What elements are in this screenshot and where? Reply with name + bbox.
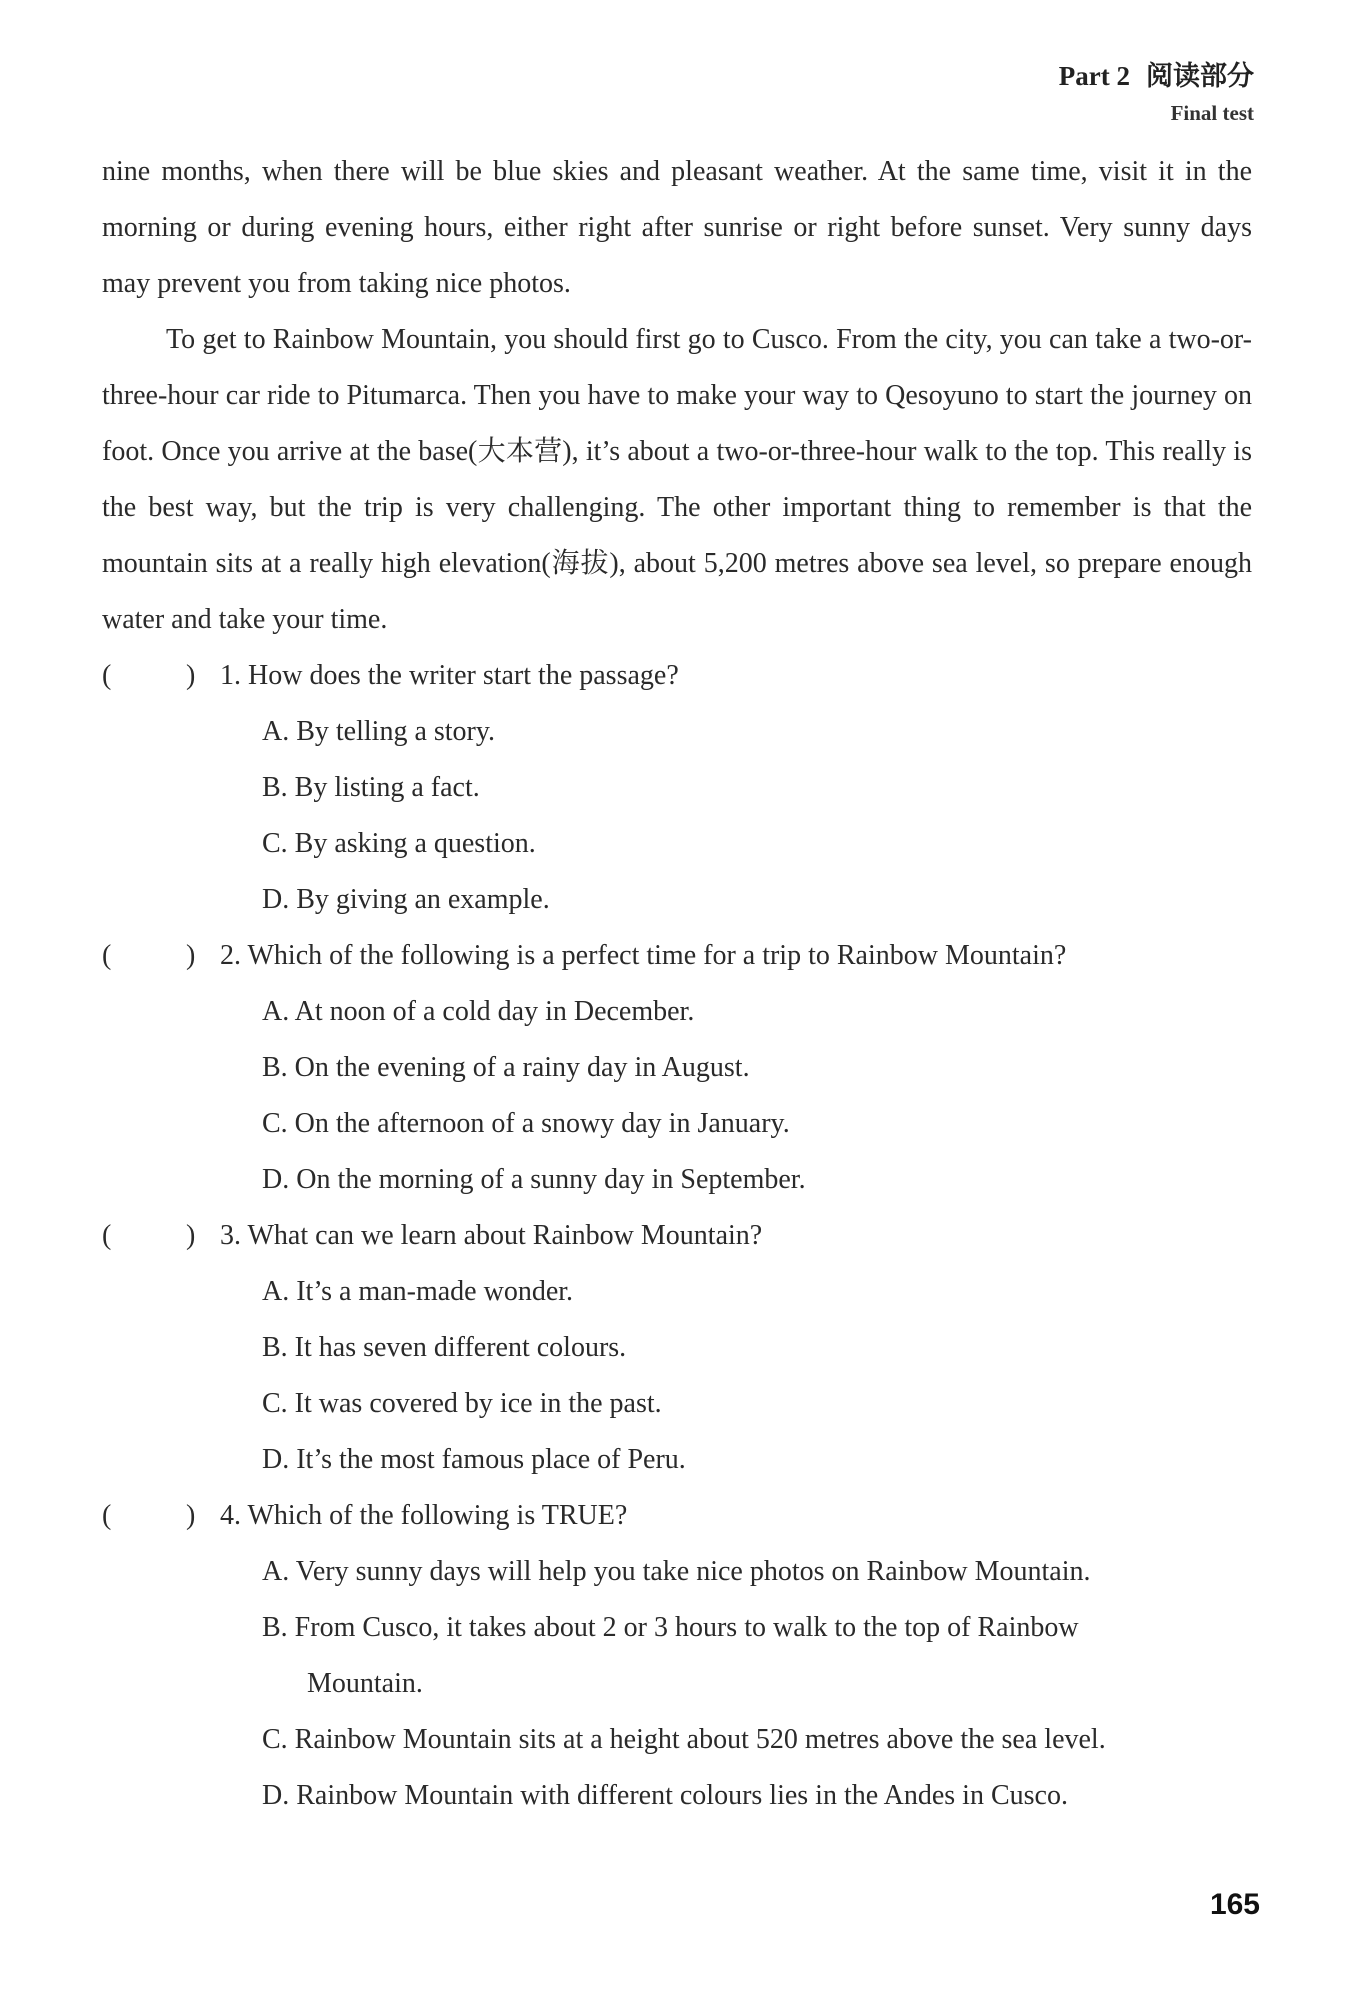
- option-a: A. At noon of a cold day in December.: [262, 996, 695, 1027]
- section-subtitle: Final test: [1170, 101, 1254, 125]
- option-d: D. On the morning of a sunny day in September.: [262, 1164, 806, 1195]
- option-d: D. It’s the most famous place of Peru.: [262, 1444, 686, 1475]
- option-c: C. By asking a question.: [262, 828, 536, 859]
- question-2: [102, 928, 1252, 1208]
- answer-blank-open: (: [102, 1220, 112, 1251]
- answer-blank-close: ): [186, 1500, 196, 1531]
- option-d: D. By giving an example.: [262, 884, 550, 915]
- option-c: C. It was covered by ice in the past.: [262, 1388, 662, 1419]
- passage-paragraph-2: To get to Rainbow Mountain, you should first go to Cusco. From the city, you can take a two-or-three-hour car ride to Pitumarca. Then you have to make your way to Qesoyuno to start the journey on foot. Once you arrive at the base(大本营), it’s about a two-or-three-hour walk to the top. This really is the best way, but the trip is very challenging. The other important thing to remember is that the mountain sits at a really high elevation(海拔), about 5,200 metres above sea level, so prepare enough water and take your time.: [102, 324, 1252, 635]
- option-a: A. By telling a story.: [262, 716, 496, 747]
- question-stem: 3. What can we learn about Rainbow Mountain?: [220, 1220, 763, 1251]
- page-header: [1059, 58, 1254, 126]
- question-4: [102, 1488, 1252, 1824]
- option-c: C. On the afternoon of a snowy day in January.: [262, 1108, 790, 1139]
- question-stem: 1. How does the writer start the passage?: [220, 660, 679, 691]
- option-b: B. By listing a fact.: [262, 772, 480, 803]
- question-stem: 2. Which of the following is a perfect time for a trip to Rainbow Mountain?: [220, 940, 1067, 971]
- option-b-continued: [102, 1656, 1252, 1712]
- answer-blank-open: (: [102, 660, 112, 691]
- question-3: [102, 1208, 1252, 1488]
- option-d: D. Rainbow Mountain with different colours lies in the Andes in Cusco.: [262, 1780, 1068, 1811]
- option-a: A. It’s a man-made wonder.: [262, 1276, 574, 1307]
- part-chinese-label: 阅读部分: [1146, 61, 1254, 92]
- answer-blank-open: (: [102, 1500, 112, 1531]
- option-a: A. Very sunny days will help you take nice photos on Rainbow Mountain.: [262, 1556, 1091, 1587]
- answer-blank-close: ): [186, 1220, 196, 1251]
- option-b: B. It has seven different colours.: [262, 1332, 627, 1363]
- section-title: [1059, 58, 1254, 95]
- page-content: [102, 144, 1252, 1824]
- answer-blank-close: ): [186, 660, 196, 691]
- option-b: B. From Cusco, it takes about 2 or 3 hours to walk to the top of Rainbow: [262, 1612, 1079, 1643]
- option-b: B. On the evening of a rainy day in August.: [262, 1052, 750, 1083]
- question-1: [102, 648, 1252, 928]
- answer-blank-open: (: [102, 940, 112, 971]
- option-c: C. Rainbow Mountain sits at a height about 520 metres above the sea level.: [262, 1724, 1106, 1755]
- passage-paragraph-1: nine months, when there will be blue skies and pleasant weather. At the same time, visit it in the morning or during evening hours, either right after sunrise or right before sunset. Very sunny days may prevent you from taking nice photos.: [102, 156, 1252, 299]
- question-stem: 4. Which of the following is TRUE?: [220, 1500, 628, 1531]
- answer-blank-close: ): [186, 940, 196, 971]
- page-number: 165: [1209, 1888, 1260, 1921]
- option-b-continuation: Mountain.: [307, 1668, 423, 1699]
- part-label: Part 2: [1058, 61, 1130, 91]
